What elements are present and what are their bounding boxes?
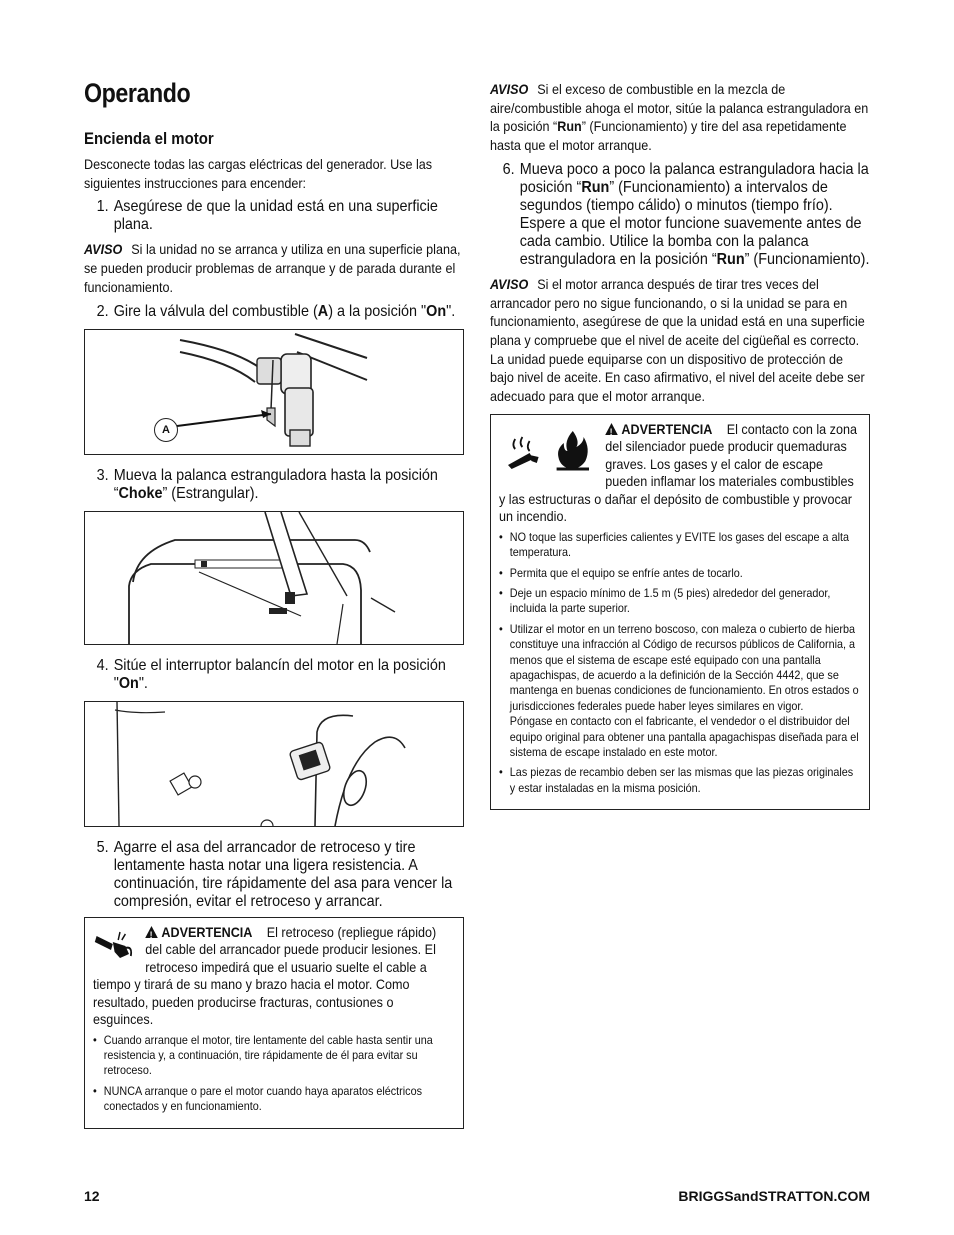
step-6 [490,161,882,269]
list-item: • NO toque las superficies calientes y EVITE los gases del escape a alta temperatura. [499,530,861,561]
step-text: Sitúe el interruptor balancín del motor en la posición "On". [113,656,446,692]
list-item: • NUNCA arranque o pare el motor cuando haya aparatos eléctricos conectados y en funcionamiento. [93,1084,455,1115]
step-number: 2. [96,302,109,320]
callout-label: A [154,418,178,442]
step-text: Mueva poco a poco la palanca estranguladora hacia la posición “Run” (Funcionamiento) a intervalos de segundos (tiempo cálido) o minutos (tiempo frío). Espere a que el motor funcione suavemente antes de cada cambio. Utilice la bomba con la palanca estranguladora en la posición “Run” (Funcionamiento). [519,160,870,268]
choke-lever-illustration [85,512,463,644]
notice-tag: AVISO [84,241,123,258]
fire-icon [555,429,591,476]
step-number: 5. [96,838,109,856]
step-1 [84,198,476,234]
step-text: Mueva la palanca estranguladora hasta la posición “Choke” (Estrangular). [113,466,438,502]
recoil-hand-icon [93,928,140,968]
left-column [84,78,464,1129]
list-item: • Permita que el equipo se enfríe antes de tocarlo. [499,566,861,581]
rocker-switch-figure [84,701,464,827]
warning-heading: !ADVERTENCIA El retroceso (repliegue rápido) del cable del arrancador puede producir lesiones. El retroceso impedirá que el usuario suelte el cable a tiempo y tirará de su mano y brazo hacia el motor. Como resultado, pueden producirse fracturas, contusiones o esguinces. [93,924,455,1029]
right-column [490,80,870,810]
warning-box-recoil [84,917,464,1129]
warning-bullets [93,1033,455,1115]
choke-lever-figure [84,511,464,645]
notice-2: AVISO Si el exceso de combustible en la mezcla de aire/combustible ahoga el motor, sitúe la palanca estranguladora en la posición “Run” (Funcionamiento) y tire del asa repetidamente hasta que el motor arranque. [490,81,869,154]
step-5 [84,839,476,911]
warning-bullets [499,530,861,797]
step-number: 6. [502,160,515,178]
page-title: Operando [84,78,191,108]
list-item: • Deje un espacio mínimo de 1.5 m (5 pies) alrededor del generador, incluida la parte superior. [499,586,861,617]
notice-3: AVISO Si el motor arranca después de tirar tres veces del arrancador pero no sigue funcionando, o si la unidad se para en funcionamiento, asegúrese de que la unidad está en una superficie plana y compruebe que el nivel de aceite del cigüeñal es correcto. La unidad puede equiparse con un dispositivo de protección de bajo nivel de aceite. En caso afirmativo, el nivel del aceite debe ser adecuado para que el motor arranque. [490,275,865,405]
rocker-switch-illustration [85,702,463,826]
step-number: 3. [96,466,109,484]
step-text: Asegúrese de que la unidad está en una superficie plana. [113,198,438,234]
step-number: 4. [96,656,109,674]
fuel-valve-figure [84,329,464,455]
footer-website: BRIGGSandSTRATTON.COM [678,1188,870,1204]
step-4 [84,657,476,693]
warning-triangle-icon [605,423,618,435]
step-text: Agarre el asa del arrancador de retroceso y tire lentamente hasta notar una ligera resistencia. A continuación, tire rápidamente del asa para vencer la compresión, evitar el retroceso y arrancar. [113,838,453,910]
warning-text: El contacto con la zona del silenciador puede producir quemaduras graves. Los gases y el calor de escape pueden inflamar los materiales combustibles y las estructuras o dañar el depósito de combustible y provocar un incendio. [499,420,858,525]
warning-text: El retroceso (repliegue rápido) del cable del arrancador puede producir lesiones. El retroceso impedirá que el usuario suelte el cable a tiempo y tirará de su mano y brazo hacia el motor. Como resultado, pueden producirse fracturas, contusiones o esguinces. [93,923,437,1028]
intro-paragraph: Desconecte todas las cargas eléctricas del generador. Use las siguientes instrucciones para encender: [84,156,433,191]
fuel-valve-illustration [85,330,463,454]
warning-triangle-icon [145,926,158,938]
page-number: 12 [84,1188,100,1204]
warning-heading: !ADVERTENCIA El contacto con la zona del silenciador puede producir quemaduras graves. Los gases y el calor de escape pueden inflamar los materiales combustibles y las estructuras o dañar el depósito de combustible y provocar un incendio. [499,421,861,526]
list-item: • Las piezas de recambio deben ser las mismas que las piezas originales y estar instaladas en la misma posición. [499,765,861,796]
hot-surface-icon [503,435,543,476]
notice-text: Si la unidad no se arranca y utiliza en una superficie plana, se pueden producir problemas de arranque y de parada durante el funcionamiento. [84,241,461,295]
list-item: • Cuando arranque el motor, tire lentamente del cable hasta sentir una resistencia y, a continuación, tire rápidamente de él para evitar su retroceso. [93,1033,455,1079]
step-number: 1. [96,198,109,216]
section-heading: Encienda el motor [84,129,214,148]
notice-1 [84,240,464,296]
step-2 [84,303,476,321]
warning-box-exhaust [490,414,870,811]
step-text: Gire la válvula del combustible (A) a la posición "On". [113,302,456,320]
list-item: • Utilizar el motor en un terreno boscoso, con maleza o cubierto de hierba constituye una infracción al Código de recursos públicos de California, a menos que el sistema de escape esté equipado con una pantalla apagachispas, de acuerdo a la definición de la Sección 4442, que se mantenga en buenas condiciones de funcionamiento. En otros estados o jurisdicciones federales puede haber leyes similares en vigor. Póngase en contacto con el fabricante, el vendedor o el distribuidor del equipo original para obtener una pantalla apagachispas diseñada para el sistema de escape instalado en este motor. [499,622,861,761]
step-3 [84,467,476,503]
